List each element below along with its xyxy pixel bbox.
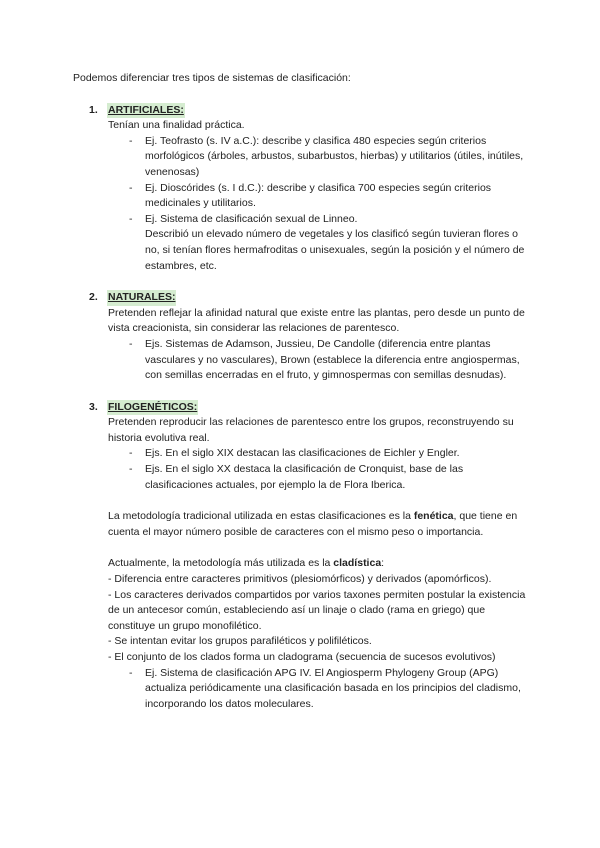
list-item-title: Ej. Sistema de clasificación sexual de Linneo.	[145, 212, 358, 225]
example-list	[73, 134, 533, 274]
section-heading	[73, 400, 533, 416]
section-title: ARTIFICIALES:	[107, 103, 185, 119]
example-list	[73, 337, 533, 384]
section-filogeneticos	[73, 400, 533, 494]
cladistica-line: - El conjunto de los clados forma un cladograma (secuencia de sucesos evolutivos)	[108, 651, 496, 663]
list-item: - Ej. Sistema de clasificación APG IV. El Angiosperm Phylogeny Group (APG) actualiza periódicamente una clasificación basada en los principios del cladismo, incorporando los datos moleculares.	[145, 666, 533, 713]
cladistica-intro	[108, 556, 533, 572]
section-heading	[73, 103, 533, 119]
list-item: - Ejs. Sistemas de Adamson, Jussieu, De Candolle (diferencia entre plantas vasculares y no vasculares), Brown (establece la diferencia entre angiospermas, con semillas encerradas en el fruto, y gimnospermas con semillas desnudas).	[145, 337, 533, 384]
fenetica-text: La metodología tradicional utilizada en estas clasificaciones es la	[108, 510, 414, 523]
section-naturales	[73, 290, 533, 384]
list-item-detail: Describió un elevado número de vegetales y los clasificó según tuvieran flores o no, si tenían flores hermafroditas o unisexuales, según la posición y el número de estambres, etc.	[145, 228, 525, 272]
document-page	[73, 71, 533, 712]
fenetica-paragraph	[108, 509, 533, 540]
section-title: NATURALES:	[107, 290, 176, 306]
apg-list	[73, 666, 533, 713]
cladistica-line: - Diferencia entre caracteres primitivos (plesiomórficos) y derivados (apomórficos).	[108, 573, 492, 586]
cladistica-block	[108, 556, 533, 665]
intro-text: Podemos diferenciar tres tipos de sistemas de clasificación:	[73, 72, 351, 84]
section-title: FILOGENÉTICOS:	[107, 400, 198, 416]
list-item	[145, 212, 533, 274]
section-number: 1.	[89, 103, 98, 116]
section-heading	[73, 290, 533, 306]
cladistica-text: Actualmente, la metodología más utilizada es la	[108, 557, 334, 570]
fenetica-text-end: , que tiene en cuenta el mayor número posible de caracteres con el mismo peso o importancia.	[108, 510, 518, 538]
section-text: Tenían una finalidad práctica.	[108, 119, 245, 132]
cladistica-colon: :	[381, 557, 385, 570]
example-list	[73, 446, 533, 493]
cladistica-term: cladística	[333, 557, 382, 570]
list-item: - Ejs. En el siglo XX destaca la clasificación de Cronquist, base de las clasificaciones actuales, por ejemplo la de Flora Iberica.	[145, 462, 533, 493]
section-artificiales	[73, 103, 533, 275]
section-number: 3.	[89, 400, 98, 413]
list-item: - Ej. Teofrasto (s. IV a.C.): describe y clasifica 480 especies según criterios morfológicos (árboles, arbustos, subarbustos, hierbas) y utilitarios (útiles, inútiles, venenosas)	[145, 134, 533, 181]
list-item: - Ej. Dioscórides (s. I d.C.): describe y clasifica 700 especies según criterios medicinales y utilitarios.	[145, 181, 533, 212]
section-number: 2.	[89, 291, 98, 304]
section-text: Pretenden reflejar la afinidad natural que existe entre las plantas, pero desde un punto de vista creacionista, sin considerar las relaciones de parentesco.	[108, 306, 525, 335]
cladistica-line: - Los caracteres derivados compartidos por varios taxones permiten postular la existencia de un antecesor común, estableciendo así un linaje o clado (rama en griego) que constituye un grupo monofilético.	[108, 588, 526, 632]
section-text: Pretenden reproducir las relaciones de parentesco entre los grupos, reconstruyendo su historia evolutiva real.	[108, 416, 514, 444]
list-item: - Ejs. En el siglo XIX destacan las clasificaciones de Eichler y Engler.	[145, 446, 533, 462]
cladistica-line: - Se intentan evitar los grupos parafiléticos y polifiléticos.	[108, 635, 372, 648]
fenetica-term: fenética	[413, 510, 454, 523]
